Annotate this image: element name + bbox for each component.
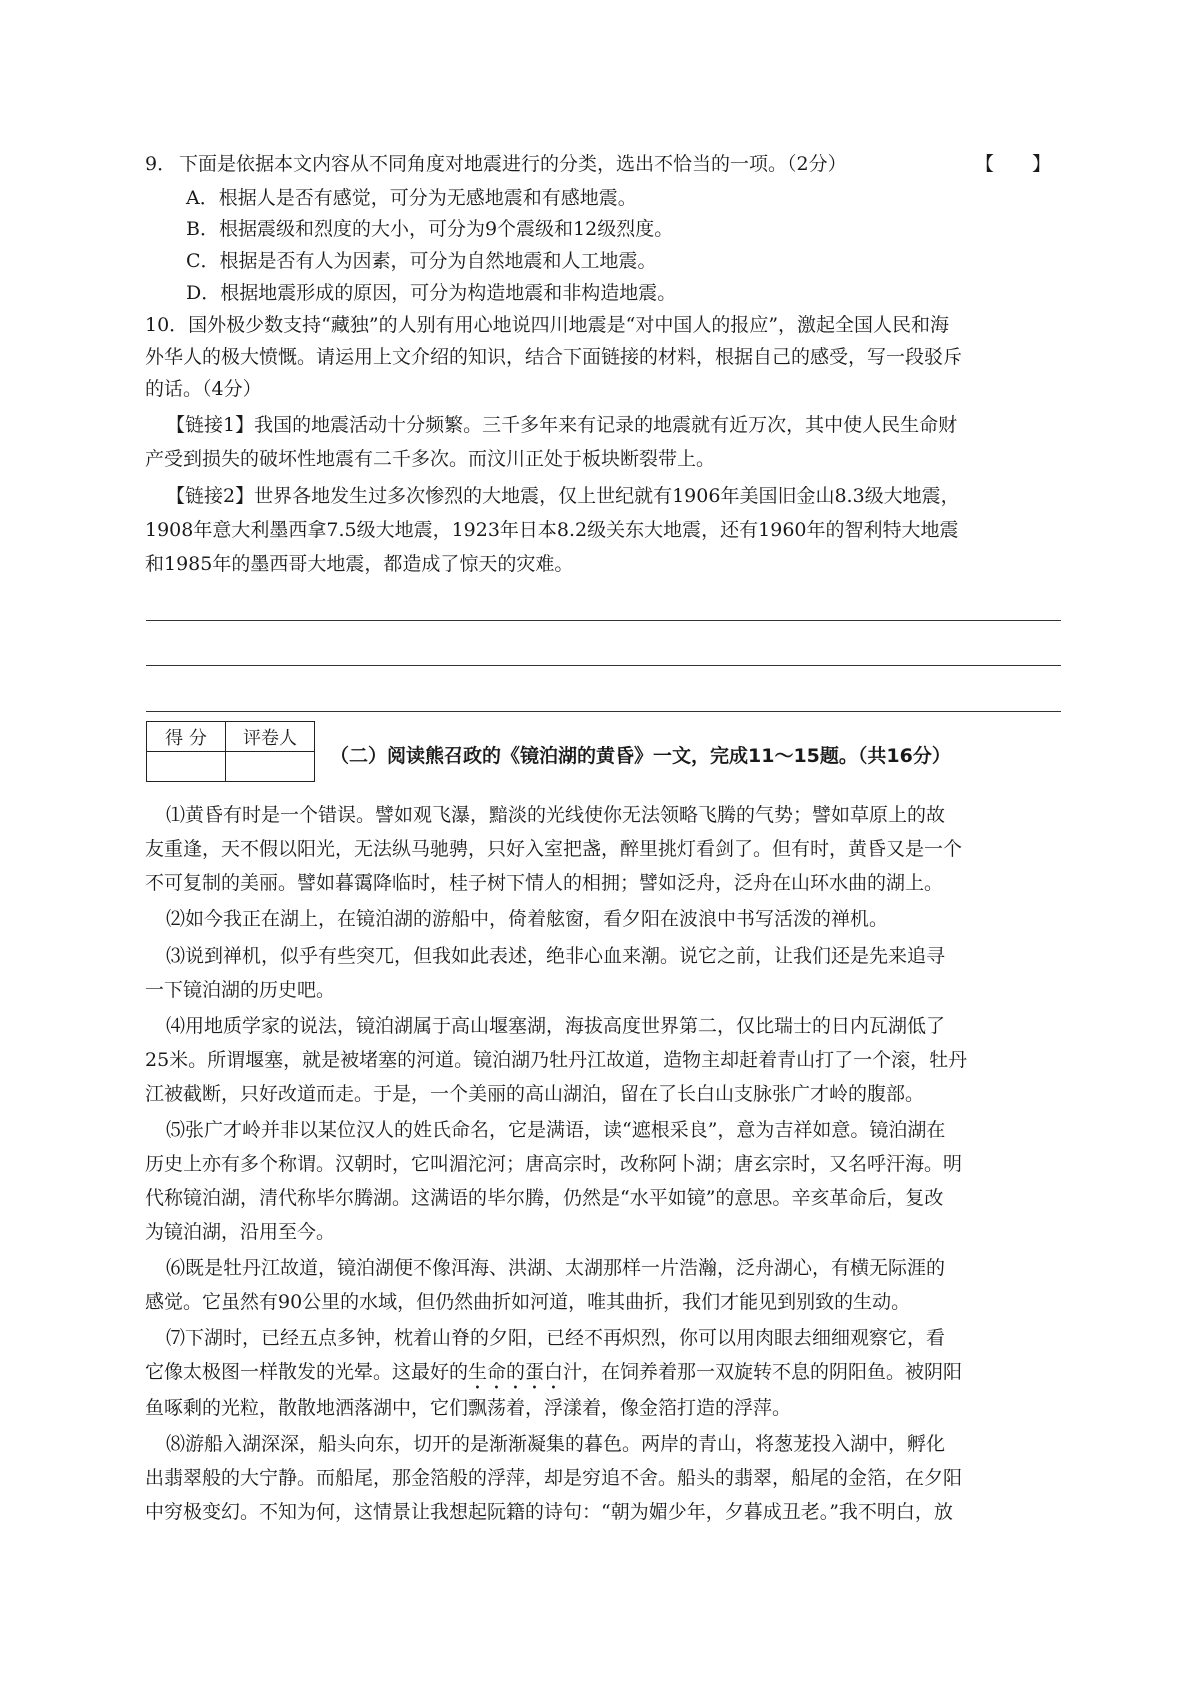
option-b: B．根据震级和烈度的大小，可分为9个震级和12级烈度。 bbox=[186, 218, 674, 240]
passage-p7-text: 它像太极图一样散发的光晕。这最好的 bbox=[145, 1361, 469, 1383]
section-2-title: （二）阅读熊召政的《镜泊湖的黄昏》一文，完成11～15题。（共16分） bbox=[330, 745, 951, 767]
passage-p4-line: 江被截断，只好改道而走。于是，一个美丽的高山湖泊，留在了长白山支脉张广才岭的腹部。 bbox=[145, 1083, 925, 1105]
link-1-line: 产受到损失的破坏性地震有二千多次。而汶川正处于板块断裂带上。 bbox=[145, 448, 716, 470]
passage-p2-line: ⑵如今我正在湖上，在镜泊湖的游船中，倚着舷窗，看夕阳在波浪中书写活泼的禅机。 bbox=[166, 908, 889, 930]
passage-p8-line: ⑻游船入湖深深，船头向东，切开的是渐渐凝集的暮色。两岸的青山，将葱茏投入湖中，孵化 bbox=[166, 1433, 946, 1455]
answer-bracket: 【 】 bbox=[975, 153, 1052, 175]
question-9-number: 9． bbox=[145, 153, 177, 175]
passage-p6-line: ⑹既是牡丹江故道，镜泊湖便不像洱海、洪湖、太湖那样一片浩瀚，泛舟湖心，有横无际涯的 bbox=[166, 1257, 946, 1279]
passage-p8-line: 中穷极变幻。不知为何，这情景让我想起阮籍的诗句：“朝为媚少年，夕暮成丑老。”我不明白，放 bbox=[145, 1501, 953, 1523]
link-2-line: 和1985年的墨西哥大地震，都造成了惊天的灾难。 bbox=[145, 553, 574, 575]
passage-p7-text: 汁，在饲养着那一双旋转不息的阴阳鱼。被阴阳 bbox=[563, 1361, 963, 1383]
passage-p5-line: ⑸张广才岭并非以某位汉人的姓氏命名，它是满语，读“遮根采良”，意为吉祥如意。镜泊湖在 bbox=[166, 1119, 946, 1141]
passage-p7-line: ⑺下湖时，已经五点多钟，枕着山脊的夕阳，已经不再炽烈，你可以用肉眼去细细观察它，看 bbox=[166, 1327, 946, 1349]
passage-p5-line: 代称镜泊湖，清代称毕尔腾湖。这满语的毕尔腾，仍然是“水平如镜”的意思。辛亥革命后，复改 bbox=[145, 1187, 944, 1209]
passage-p3-line: 一下镜泊湖的历史吧。 bbox=[145, 979, 336, 1001]
passage-p4-line: 25米。所谓堰塞，就是被堵塞的河道。镜泊湖乃牡丹江故道，造物主却赶着青山打了一个滚，牡丹 bbox=[145, 1049, 968, 1071]
question-10-line: 10．国外极少数支持“藏独”的人别有用心地说四川地震是“对中国人的报应”，激起全国人民和海 bbox=[145, 314, 950, 336]
passage-p4-line: ⑷用地质学家的说法，镜泊湖属于高山堰塞湖，海拔高度世界第二，仅比瑞士的日内瓦湖低了 bbox=[166, 1015, 946, 1037]
answer-line[interactable] bbox=[146, 665, 1061, 666]
score-cell[interactable] bbox=[147, 752, 226, 782]
passage-p3-line: ⑶说到禅机，似乎有些突兀，但我如此表述，绝非心血来潮。说它之前，让我们还是先来追寻 bbox=[166, 945, 946, 967]
option-a: A．根据人是否有感觉，可分为无感地震和有感地震。 bbox=[186, 187, 637, 209]
option-c: C．根据是否有人为因素，可分为自然地震和人工地震。 bbox=[186, 250, 657, 272]
option-d: D．根据地震形成的原因，可分为构造地震和非构造地震。 bbox=[186, 282, 677, 304]
grader-header: 评卷人 bbox=[226, 722, 315, 752]
passage-p1-line: 友重逢，天不假以阳光，无法纵马驰骋，只好入室把盏，醉里挑灯看剑了。但有时，黄昏又是一个 bbox=[145, 838, 963, 860]
score-table bbox=[146, 721, 315, 782]
passage-p7-line bbox=[145, 1358, 1200, 1394]
emphasized-phrase: 生命的蛋白 bbox=[468, 1361, 564, 1383]
question-10-line: 的话。（4分） bbox=[145, 378, 262, 400]
answer-line[interactable] bbox=[146, 620, 1061, 621]
passage-p1-line: ⑴黄昏有时是一个错误。譬如观飞瀑，黯淡的光线使你无法领略飞腾的气势；譬如草原上的故 bbox=[166, 804, 946, 826]
passage-p5-line: 历史上亦有多个称谓。汉朝时，它叫湄沱河；唐高宗时，改称阿卜湖；唐玄宗时，又名呼汗海。明 bbox=[145, 1153, 963, 1175]
passage-p8-line: 出翡翠般的大宁静。而船尾，那金箔般的浮萍，却是穷追不舍。船头的翡翠，船尾的金箔，在夕阳 bbox=[145, 1467, 963, 1489]
passage-p5-line: 为镜泊湖，沿用至今。 bbox=[145, 1221, 336, 1243]
passage-p1-line: 不可复制的美丽。譬如暮霭降临时，桂子树下情人的相拥；譬如泛舟，泛舟在山环水曲的湖上。 bbox=[145, 872, 944, 894]
score-header: 得 分 bbox=[147, 722, 226, 752]
passage-p7-line: 鱼啄剩的光粒，散散地洒落湖中，它们飘荡着，浮漾着，像金箔打造的浮萍。 bbox=[145, 1397, 792, 1419]
question-10-line: 外华人的极大愤慨。请运用上文介绍的知识，结合下面链接的材料，根据自己的感受，写一段驳斥 bbox=[145, 346, 963, 368]
grader-cell[interactable] bbox=[226, 752, 315, 782]
question-9-stem: 下面是依据本文内容从不同角度对地震进行的分类，选出不恰当的一项。（2分） bbox=[179, 153, 847, 175]
link-1-line: 【链接1】我国的地震活动十分频繁。三千多年来有记录的地震就有近万次，其中使人民生命财 bbox=[166, 414, 958, 436]
link-2-line: 【链接2】世界各地发生过多次惨烈的大地震，仅上世纪就有1906年美国旧金山8.3级大地震， bbox=[166, 485, 960, 507]
passage-p6-line: 感觉。它虽然有90公里的水域，但仍然曲折如河道，唯其曲折，我们才能见到别致的生动。 bbox=[145, 1291, 911, 1313]
answer-line[interactable] bbox=[146, 711, 1061, 712]
link-2-line: 1908年意大利墨西拿7.5级大地震，1923年日本8.2级关东大地震，还有1960年的智利特大地震 bbox=[145, 519, 959, 541]
